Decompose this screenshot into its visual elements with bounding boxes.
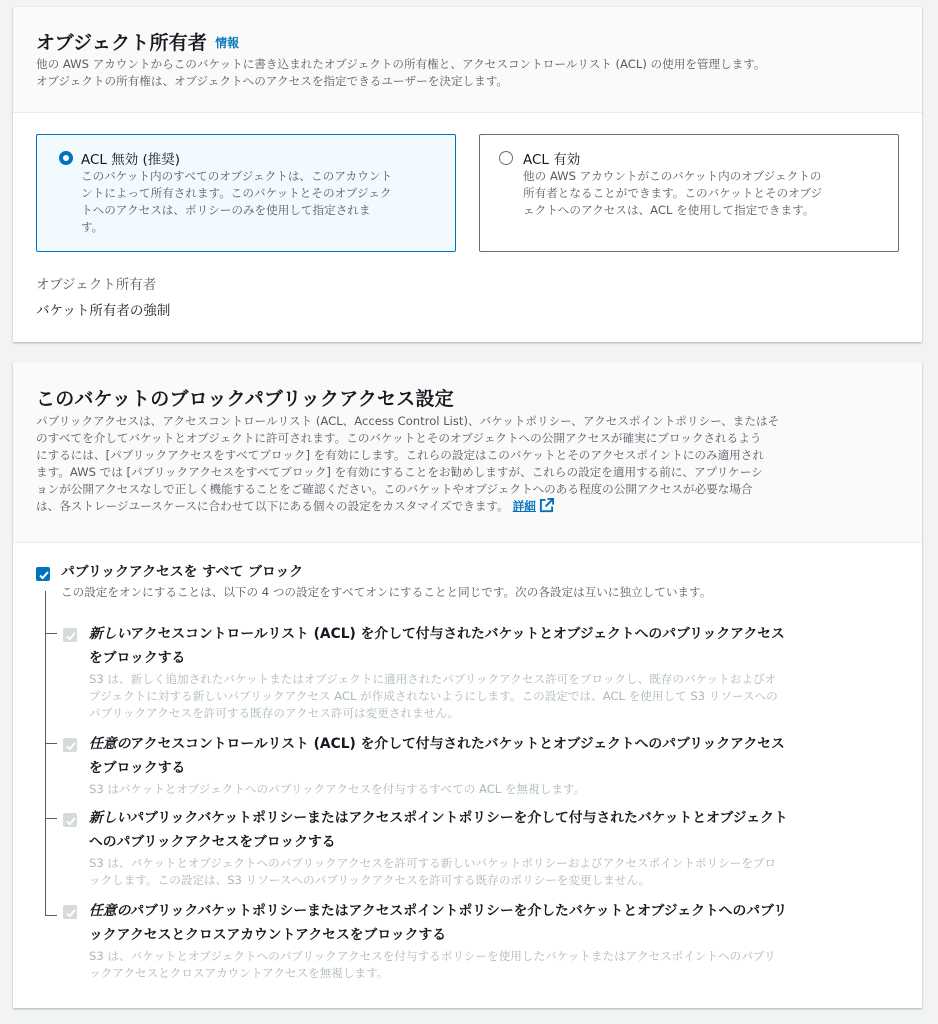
block-any-policies-checkbox[interactable] [63, 905, 77, 919]
emphasis-text: 任意の [89, 736, 131, 752]
description-line [36, 498, 914, 518]
item-desc-line: ックアクセスとクロスアカウントアクセスを無視します。 [89, 966, 389, 980]
checkmark-icon [65, 630, 77, 642]
item-desc-line: S3 は、バケットとオブジェクトへのパブリックアクセスを許可する新しいバケットポリシーおよびアクセスポイントポリシーをブロ [89, 856, 777, 870]
object-ownership-description [36, 56, 906, 90]
description-line: パブリックアクセスは、アクセスコントロールリスト (ACL、Access Control List)、バケットポリシー、アクセスポイントポリシー、またはそ [36, 414, 780, 428]
description-line: オブジェクトの所有権は、オブジェクトへのアクセスを指定できるユーザーを決定します。 [36, 74, 508, 88]
tree-connector [45, 591, 46, 916]
tile-desc-line: ントによって所有されます。このバケットとそのオブジェク [81, 186, 392, 200]
block-any-policies-label [89, 899, 909, 947]
tile-desc-line: このバケット内のすべてのオブジェクトは、このアカウント [81, 169, 393, 183]
title-text: アクセスコントロールリスト (ACL) を介して付与されたバケットとオブジェクトへのパブリックアクセス [130, 626, 785, 642]
block-public-access-header [13, 362, 922, 543]
acl-disabled-description [81, 168, 451, 236]
block-all-description: この設定をオンにすることは、以下の 4 つの設定をすべてオンにすることと同じです。次の各設定は互いに独立しています。 [61, 585, 712, 599]
block-new-acls-title-line [89, 622, 909, 646]
title-text: アクセスコントロールリスト (ACL) を介して付与されたバケットとオブジェクトへのパブリックアクセス [130, 736, 785, 752]
tree-branch [45, 818, 57, 819]
acl-disabled-radio[interactable] [59, 151, 73, 165]
block-any-acls-title-line [89, 732, 909, 756]
external-link-icon[interactable] [539, 498, 554, 518]
item-desc-line: S3 はバケットとオブジェクトへのパブリックアクセスを付与するすべての ACL を無視します。 [89, 782, 586, 796]
acl-disabled-label: ACL 無効 (推奨) [81, 152, 181, 168]
checkmark-icon [38, 569, 50, 581]
acl-enabled-tile[interactable] [479, 134, 899, 252]
title-text: パブリックバケットポリシーまたはアクセスポイントポリシーを介して付与されたバケットとオブジェクト [130, 810, 788, 826]
block-new-acls-description [89, 671, 909, 722]
tile-desc-line: 所有者となることができます。このバケットとそのオブジ [523, 186, 823, 200]
description-line: にするには、[パブリックアクセスをすべてブロック] を有効にします。これらの設定はこのバケットとそのアクセスポイントにのみ適用され [36, 448, 764, 462]
tile-desc-line: トへのアクセスは、ポリシーのみを使用して指定されま [81, 203, 371, 217]
item-desc-line: S3 は、バケットとオブジェクトへのパブリックアクセスを付与するポリシーを使用したバケットまたはアクセスポイントへのパブリ [89, 949, 776, 963]
item-desc-line: パブリックアクセスを許可する既存のアクセス許可は変更されません。 [89, 706, 460, 720]
tree-branch [45, 633, 57, 634]
object-ownership-title [36, 28, 239, 55]
block-new-acls-label [89, 622, 909, 670]
block-public-access-description [36, 413, 914, 518]
tile-desc-line: 他の AWS アカウントがこのバケット内のオブジェクトの [523, 169, 822, 183]
acl-enabled-label: ACL 有効 [523, 152, 581, 168]
item-desc-line: ブジェクトに対する新しいパブリックアクセス ACL が作成されないようにします。この設定では、ACL を使用して S3 リソースへの [89, 689, 778, 703]
description-line: ョンが公開アクセスなしで正しく機能することをご確認ください。このバケットやオブジェクトへのある程度の公開アクセスが必要な場合 [36, 482, 753, 496]
block-new-acls-checkbox[interactable] [63, 628, 77, 642]
title-text: パブリックバケットポリシーまたはアクセスポイントポリシーを介したバケットとオブジェクトへのパブリ [130, 903, 788, 919]
block-new-policies-description [89, 855, 909, 889]
item-desc-line: S3 は、新しく追加されたバケットまたはオブジェクトに適用されたパブリックアクセス許可をブロックし、既存のバケットおよびオ [89, 672, 777, 686]
acl-enabled-radio[interactable] [499, 151, 513, 165]
info-link[interactable]: 情報 [215, 36, 240, 50]
object-ownership-panel [13, 7, 922, 342]
acl-enabled-description [523, 168, 893, 219]
block-any-acls-checkbox[interactable] [63, 738, 77, 752]
acl-disabled-tile[interactable] [36, 134, 456, 252]
block-any-policies-title-line [89, 899, 909, 923]
block-new-policies-label [89, 806, 909, 854]
tile-desc-line: ェクトへのアクセスは、ACL を使用して指定できます。 [523, 203, 815, 217]
block-any-policies-title-line2: ックアクセスとクロスアカウントアクセスをブロックする [89, 927, 447, 943]
block-any-acls-description [89, 781, 909, 798]
object-ownership-title-text: オブジェクト所有者 [36, 32, 208, 54]
block-new-policies-checkbox[interactable] [63, 813, 77, 827]
emphasis-text: 新しい [89, 810, 131, 826]
block-new-policies-title-line [89, 806, 909, 830]
description-line: のすべてを介してバケットとオブジェクトに許可されます。このバケットとそのオブジェクトへの公開アクセスが確実にブロックされるよう [36, 431, 762, 445]
block-any-policies-description [89, 948, 909, 982]
block-new-policies-title-line2: へのパブリックアクセスをブロックする [89, 834, 336, 850]
checkmark-icon [65, 907, 77, 919]
block-any-acls-title-line2: をブロックする [89, 760, 186, 776]
emphasis-text: 新しい [89, 626, 131, 642]
checkmark-icon [65, 740, 77, 752]
block-public-access-title: このバケットのブロックパブリックアクセス設定 [36, 388, 454, 410]
description-line: 他の AWS アカウントからこのバケットに書き込まれたオブジェクトの所有権と、アクセスコントロールリスト (ACL) の使用を管理します。 [36, 57, 766, 71]
learn-more-link[interactable]: 詳細 [512, 499, 536, 513]
checkmark-icon [65, 815, 77, 827]
object-owner-value: バケット所有者の強制 [36, 303, 171, 319]
description-line-text: は、各ストレージユースケースに合わせて以下にある個々の設定をカスタマイズできます。 [36, 499, 509, 513]
tree-branch [45, 915, 57, 916]
block-any-acls-label [89, 732, 909, 780]
block-all-checkbox[interactable] [36, 567, 50, 581]
description-line: ます。AWS では [パブリックアクセスをすべてブロック] を有効にすることをお勧めしますが、これらの設定を適用する前に、アプリケーシ [36, 465, 763, 479]
item-desc-line: ックします。この設定は、S3 リソースへのパブリックアクセスを許可する既存のポリシーを変更しません。 [89, 873, 651, 887]
object-ownership-header [13, 7, 922, 113]
object-owner-label: オブジェクト所有者 [36, 277, 157, 293]
block-new-acls-title-line2: をブロックする [89, 650, 186, 666]
tile-desc-line: す。 [81, 220, 104, 234]
tree-branch [45, 743, 57, 744]
block-all-label[interactable]: パブリックアクセスを すべて ブロック [61, 564, 304, 580]
emphasis-text: 任意の [89, 903, 131, 919]
